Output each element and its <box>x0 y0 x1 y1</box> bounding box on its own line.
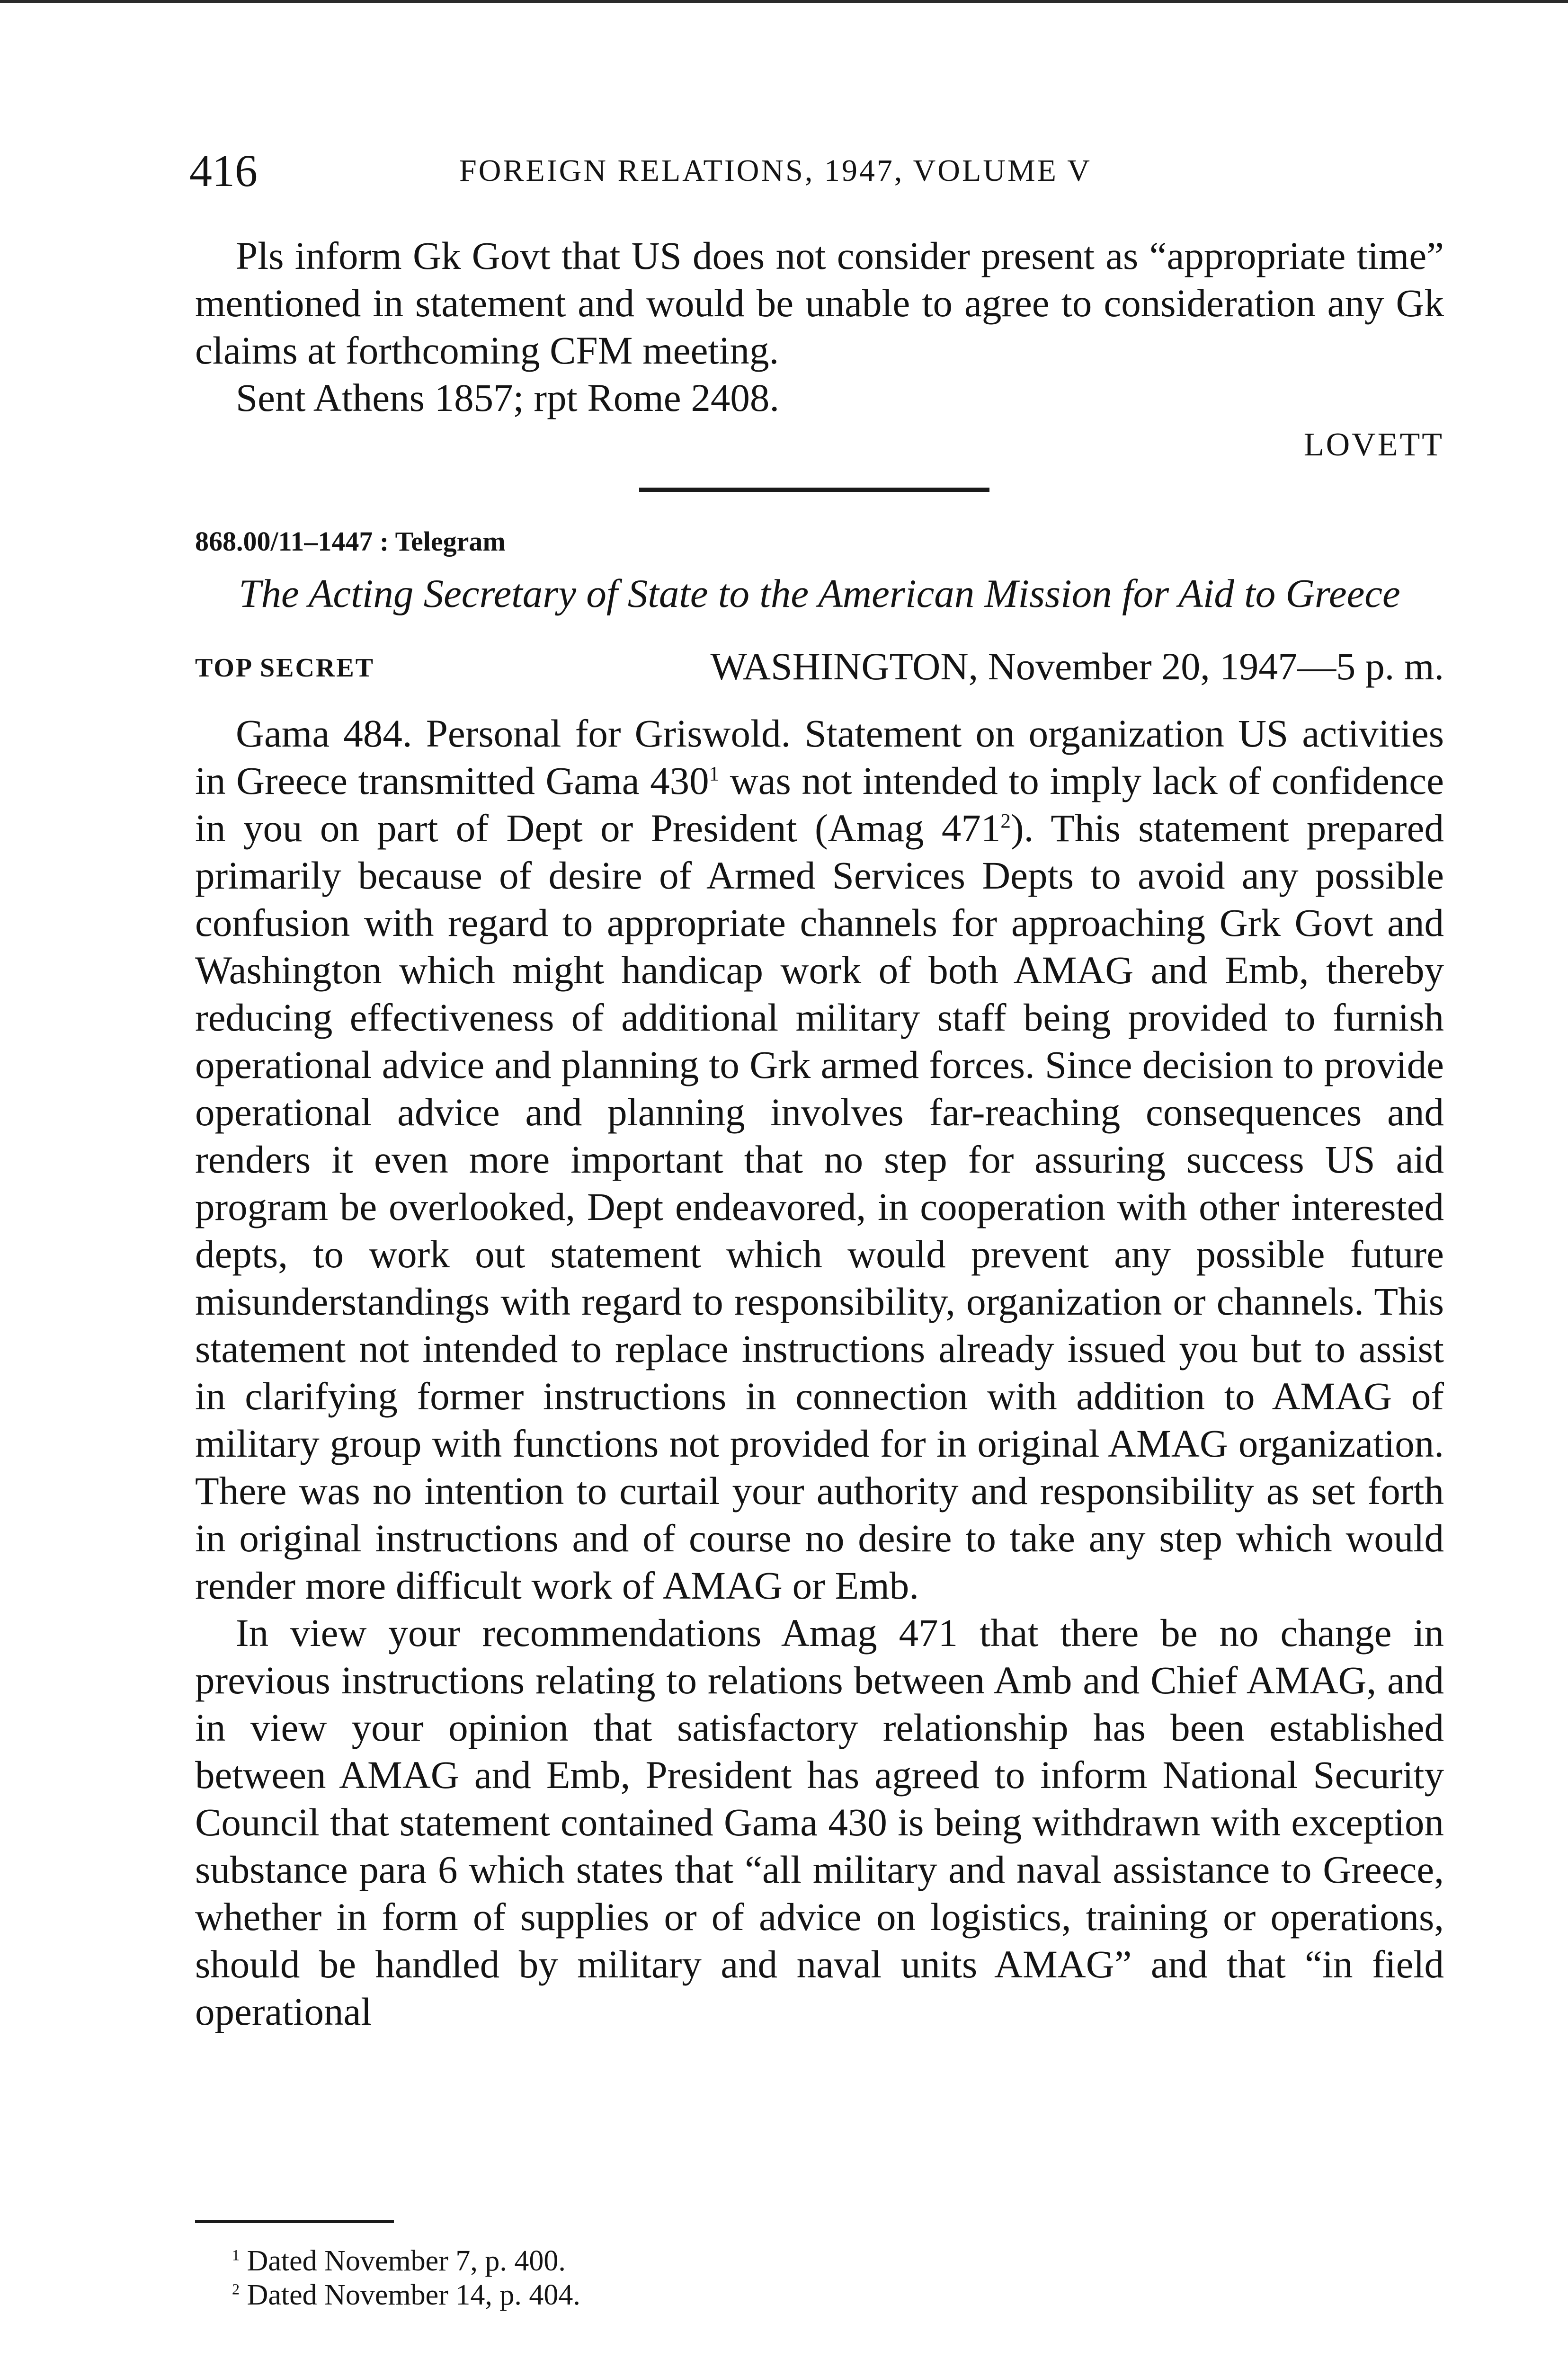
prev-doc-sent-line: Sent Athens 1857; rpt Rome 2408. <box>236 376 780 419</box>
document-block <box>195 525 1444 2035</box>
document-divider <box>639 488 989 492</box>
footnote-1 <box>232 2244 580 2278</box>
footnote-ref-1: 1 <box>709 763 720 785</box>
paragraph-1-part-c: ). This statement prepared primarily because of desire of Armed Services Depts to avoid any possible confusion with regard to appropriate channels for approaching Grk Govt and Washington which might handicap work of both AMAG and Emb, thereby reducing effectiveness of additional military staff being provided to furnish operational advice and planning to Grk armed forces. Since decision to provide operational advice and planning involves far-reaching consequences and renders it even more important that no step for assuring success US aid program be overlooked, Dept endeavored, in cooperation with other interested depts, to work out statement which would prevent any possible future misunderstandings with regard to responsibility, organization or channels. This statement not intended to replace instructions already issued you but to assist in clarifying former instructions in connection with addition to AMAG of military group with functions not provided for in original AMAG organization. There was no intention to curtail your authority and responsibility as set forth in original instructions and of course no desire to take any step which would render more difficult work of AMAG or Emb. <box>195 806 1444 1607</box>
paragraph-1-part-b: was not intended to imply lack of confidence in you on part of Dept or President (Amag 471 <box>195 759 1444 850</box>
prev-doc-paragraph: Pls inform Gk Govt that US does not consider present as “appropriate time” mentioned in statement and would be unable to agree to consideration any Gk claims at forthcoming CFM meeting. <box>195 234 1444 372</box>
file-reference: 868.00/11–1447 : Telegram <box>195 526 506 557</box>
page-top-edge <box>0 0 1568 3</box>
signature: LOVETT <box>1303 427 1444 463</box>
previous-document <box>195 232 1444 473</box>
classification: TOP SECRET <box>195 653 375 683</box>
paragraph-1-part-a: Gama 484. Personal for Griswold. Statement on organization US activities in Greece transmitted Gama 430 <box>195 712 1444 802</box>
classification-dateline-row <box>195 632 1444 703</box>
footnote-mark: 1 <box>232 2246 240 2264</box>
message-paragraph-2: In view your recommendations Amag 471 that there be no change in previous instructions relating to relations between Amb and Chief AMAG, and in view your opinion that satisfactory relationship has been established between AMAG and Emb, President has agreed to inform National Security Council that statement contained Gama 430 is being withdrawn with exception substance para 6 which states that “all military and naval assistance to Greece, whether in form of supplies or of advice on logistics, training or operations, should be handled by military and naval units AMAG” and that “in field operational <box>195 1611 1444 2033</box>
footnote-2 <box>232 2278 580 2312</box>
footnotes <box>232 2244 580 2312</box>
running-head: FOREIGN RELATIONS, 1947, VOLUME V <box>459 153 1092 188</box>
page-number: 416 <box>189 145 258 196</box>
footnote-text: Dated November 7, p. 400. <box>247 2245 566 2277</box>
message-paragraph-1 <box>195 710 1444 1609</box>
document-title: The Acting Secretary of State to the American Mission for Aid to Greece <box>239 571 1400 616</box>
dateline: WASHINGTON, November 20, 1947—5 p. m. <box>710 645 1444 688</box>
page-header <box>189 140 1449 202</box>
footnote-mark: 2 <box>232 2280 240 2298</box>
footnote-text: Dated November 14, p. 404. <box>247 2279 580 2311</box>
footnote-ref-2: 2 <box>1000 810 1011 833</box>
footnote-rule <box>195 2220 394 2223</box>
